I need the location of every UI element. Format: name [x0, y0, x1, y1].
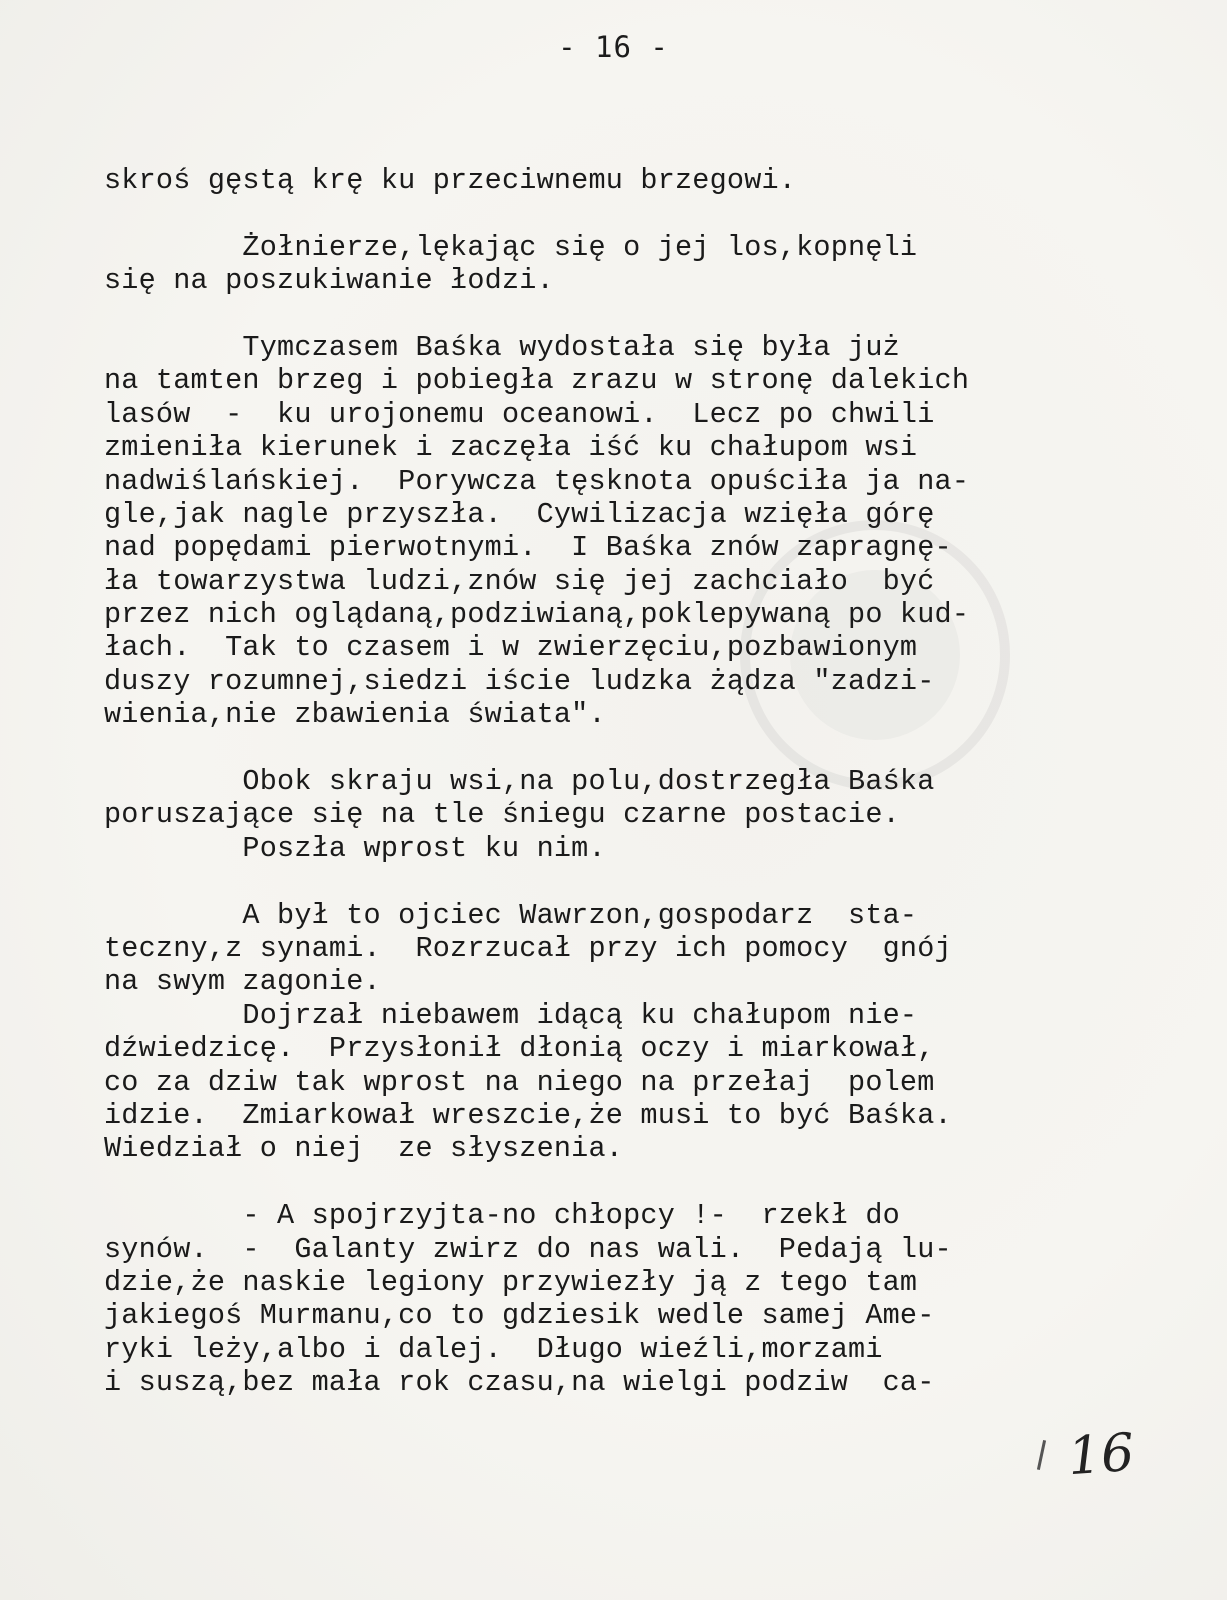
text-line: ryki leży,albo i dalej. Długo wieźli,morzami [104, 1332, 883, 1366]
text-line: jakiegoś Murmanu,co to gdziesik wedle samej Ame- [104, 1299, 935, 1333]
text-line: przez nich oglądaną,podziwianą,poklepywaną po kud- [104, 598, 970, 632]
text-line: nad popędami pierwotnymi. I Baśka znów zapragnę- [104, 531, 952, 565]
text-line: dzie,że naskie legiony przywiezły ją z tego tam [104, 1265, 918, 1299]
text-line: - A spojrzyjta-no chłopcy !- rzekł do [104, 1199, 900, 1233]
text-line: Poszła wprost ku nim. [104, 831, 606, 865]
text-line: łach. Tak to czasem i w zwierzęciu,pozbawionym [104, 631, 918, 665]
page-header: - 16 - [558, 30, 669, 64]
paragraph [104, 164, 1104, 197]
text-line: na swym zagonie. [104, 965, 381, 999]
text-line: teczny,z synami. Rozrzucał przy ich pomocy gnój [104, 931, 952, 965]
text-line: dźwiedzicę. Przysłonił dłonią oczy i miarkował, [104, 1032, 935, 1066]
pencil-mark [1037, 1440, 1046, 1470]
text-line: synów. - Galanty zwirz do nas wali. Pedają lu- [104, 1232, 952, 1266]
text-line: gle,jak nagle przyszła. Cywilizacja wzięła górę [104, 497, 935, 531]
paragraph [104, 231, 1104, 298]
text-line: A był to ojciec Wawrzon,gospodarz sta- [104, 898, 918, 932]
text-line: lasów - ku urojonemu oceanowi. Lecz po chwili [104, 397, 935, 431]
text-line: i suszą,bez mała rok czasu,na wielgi podziw ca- [104, 1366, 935, 1400]
text-line: skroś gęstą krę ku przeciwnemu brzegowi. [104, 164, 797, 197]
text-line: poruszające się na tle śniegu czarne postacie. [104, 798, 900, 832]
text-line: nadwiślańskiej. Porywcza tęsknota opuściła ja na- [104, 464, 970, 498]
paragraph [104, 1199, 1104, 1399]
text-line: Wiedział o niej ze słyszenia. [104, 1132, 624, 1166]
text-line: Żołnierze,lękając się o jej los,kopnęli [104, 230, 918, 264]
text-line: na tamten brzeg i pobiegła zrazu w stronę dalekich [104, 364, 970, 398]
text-line: Obok skraju wsi,na polu,dostrzegła Baśka [104, 765, 935, 799]
handwritten-page-number: 16 [1065, 1422, 1137, 1488]
text-line: Dojrzał niebawem idącą ku chałupom nie- [104, 998, 918, 1032]
text-line: duszy rozumnej,siedzi iście ludzka żądza "zadzi- [104, 664, 935, 698]
text-line: ła towarzystwa ludzi,znów się jej zachciało być [104, 564, 935, 598]
text-line: co za dziw tak wprost na niego na przełaj polem [104, 1065, 935, 1099]
text-line: Tymczasem Baśka wydostała się była już [104, 330, 900, 364]
text-line: idzie. Zmiarkował wreszcie,że musi to być Baśka. [104, 1098, 952, 1132]
paragraph [104, 765, 1104, 865]
paragraph [104, 331, 1104, 732]
text-line: się na poszukiwanie łodzi. [104, 264, 554, 298]
text-line: wienia,nie zbawienia świata". [104, 698, 606, 732]
paragraph [104, 899, 1104, 1166]
text-line: zmieniła kierunek i zaczęła iść ku chałupom wsi [104, 431, 918, 465]
body-text [104, 164, 1104, 1399]
